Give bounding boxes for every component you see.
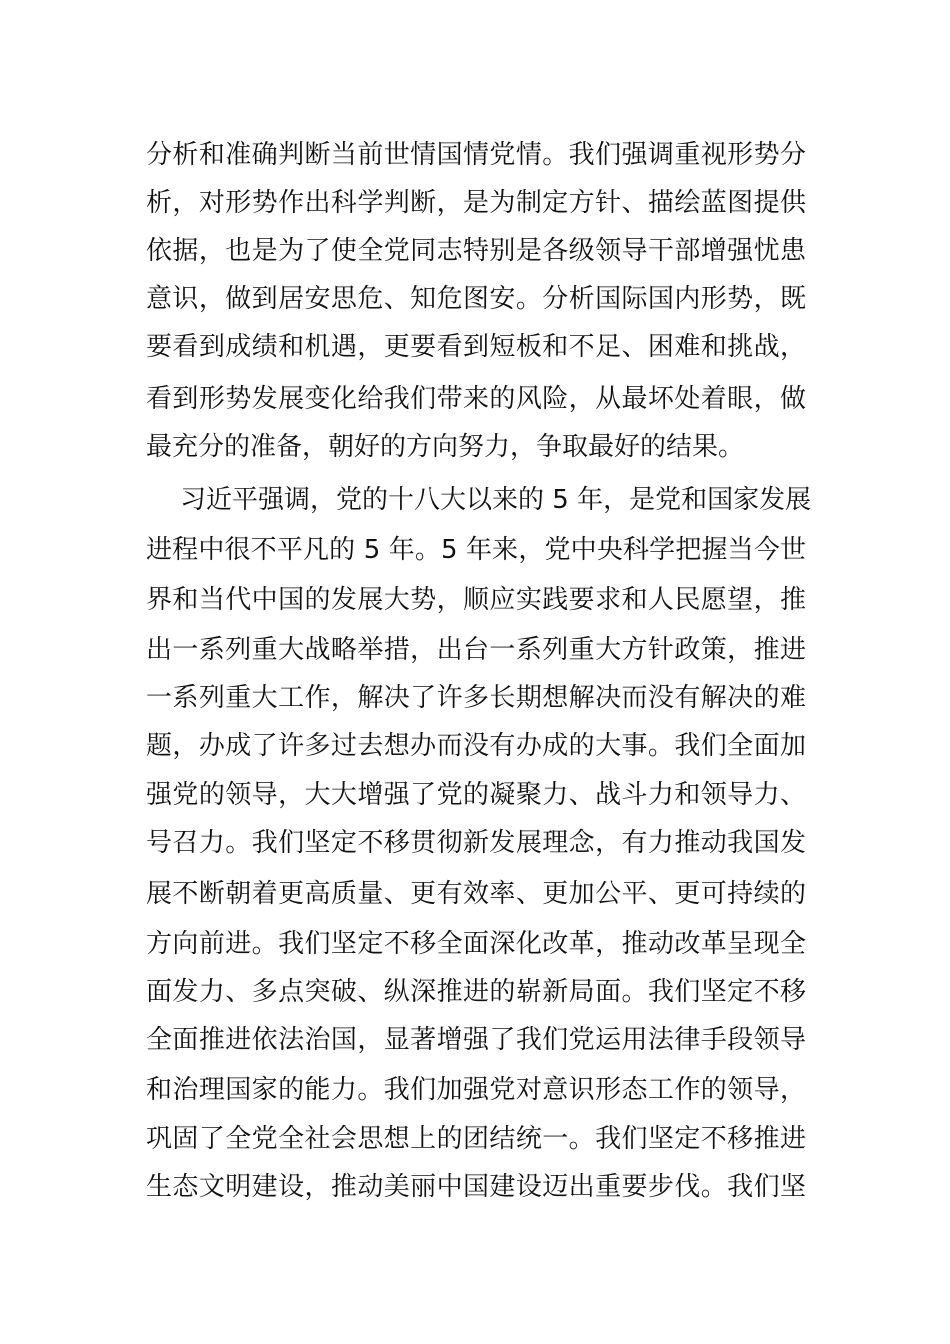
text-line: 习近平强调，党的十八大以来的 5 年，是党和国家发展 — [180, 485, 812, 515]
text-line: 方向前进。我们坚定不移全面深化改革，推动改革呈现全 — [146, 929, 806, 959]
text-line: 最充分的准备，朝好的方向努力，争取最好的结果。 — [146, 432, 745, 462]
text-line: 意识，做到居安思危、知危图安。分析国际国内形势，既 — [146, 284, 806, 314]
text-line: 析，对形势作出科学判断，是为制定方针、描绘蓝图提供 — [146, 188, 806, 218]
text-line: 一系列重大工作，解决了许多长期想解决而没有解决的难 — [146, 683, 806, 713]
text-line: 题，办成了许多过去想办而没有办成的大事。我们全面加 — [146, 731, 806, 761]
text-line: 依据，也是为了使全党同志特别是各级领导干部增强忧患 — [146, 236, 806, 266]
text-line: 全面推进依法治国，显著增强了我们党运用法律手段领导 — [146, 1025, 806, 1055]
text-line: 展不断朝着更高质量、更有效率、更加公平、更可持续的 — [146, 879, 806, 909]
text-line: 看到形势发展变化给我们带来的风险，从最坏处着眼，做 — [146, 384, 806, 414]
text-line: 要看到成绩和机遇，更要看到短板和不足、困难和挑战， — [146, 332, 806, 362]
text-line: 进程中很不平凡的 5 年。5 年来，党中央科学把握当今世 — [146, 535, 806, 565]
text-line: 号召力。我们坚定不移贯彻新发展理念，有力推动我国发 — [146, 828, 806, 858]
text-line: 和治理国家的能力。我们加强党对意识形态工作的领导， — [146, 1075, 806, 1105]
text-line: 分析和准确判断当前世情国情党情。我们强调重视形势分 — [146, 140, 806, 170]
text-line: 出一系列重大战略举措，出台一系列重大方针政策，推进 — [146, 635, 806, 665]
text-line: 强党的领导，大大增强了党的凝聚力、战斗力和领导力、 — [146, 780, 806, 810]
text-line: 生态文明建设，推动美丽中国建设迈出重要步伐。我们坚 — [146, 1172, 806, 1202]
text-line: 界和当代中国的发展大势，顺应实践要求和人民愿望，推 — [146, 585, 806, 615]
text-line: 面发力、多点突破、纵深推进的崭新局面。我们坚定不移 — [146, 977, 806, 1007]
text-line: 巩固了全党全社会思想上的团结统一。我们坚定不移推进 — [146, 1124, 806, 1154]
